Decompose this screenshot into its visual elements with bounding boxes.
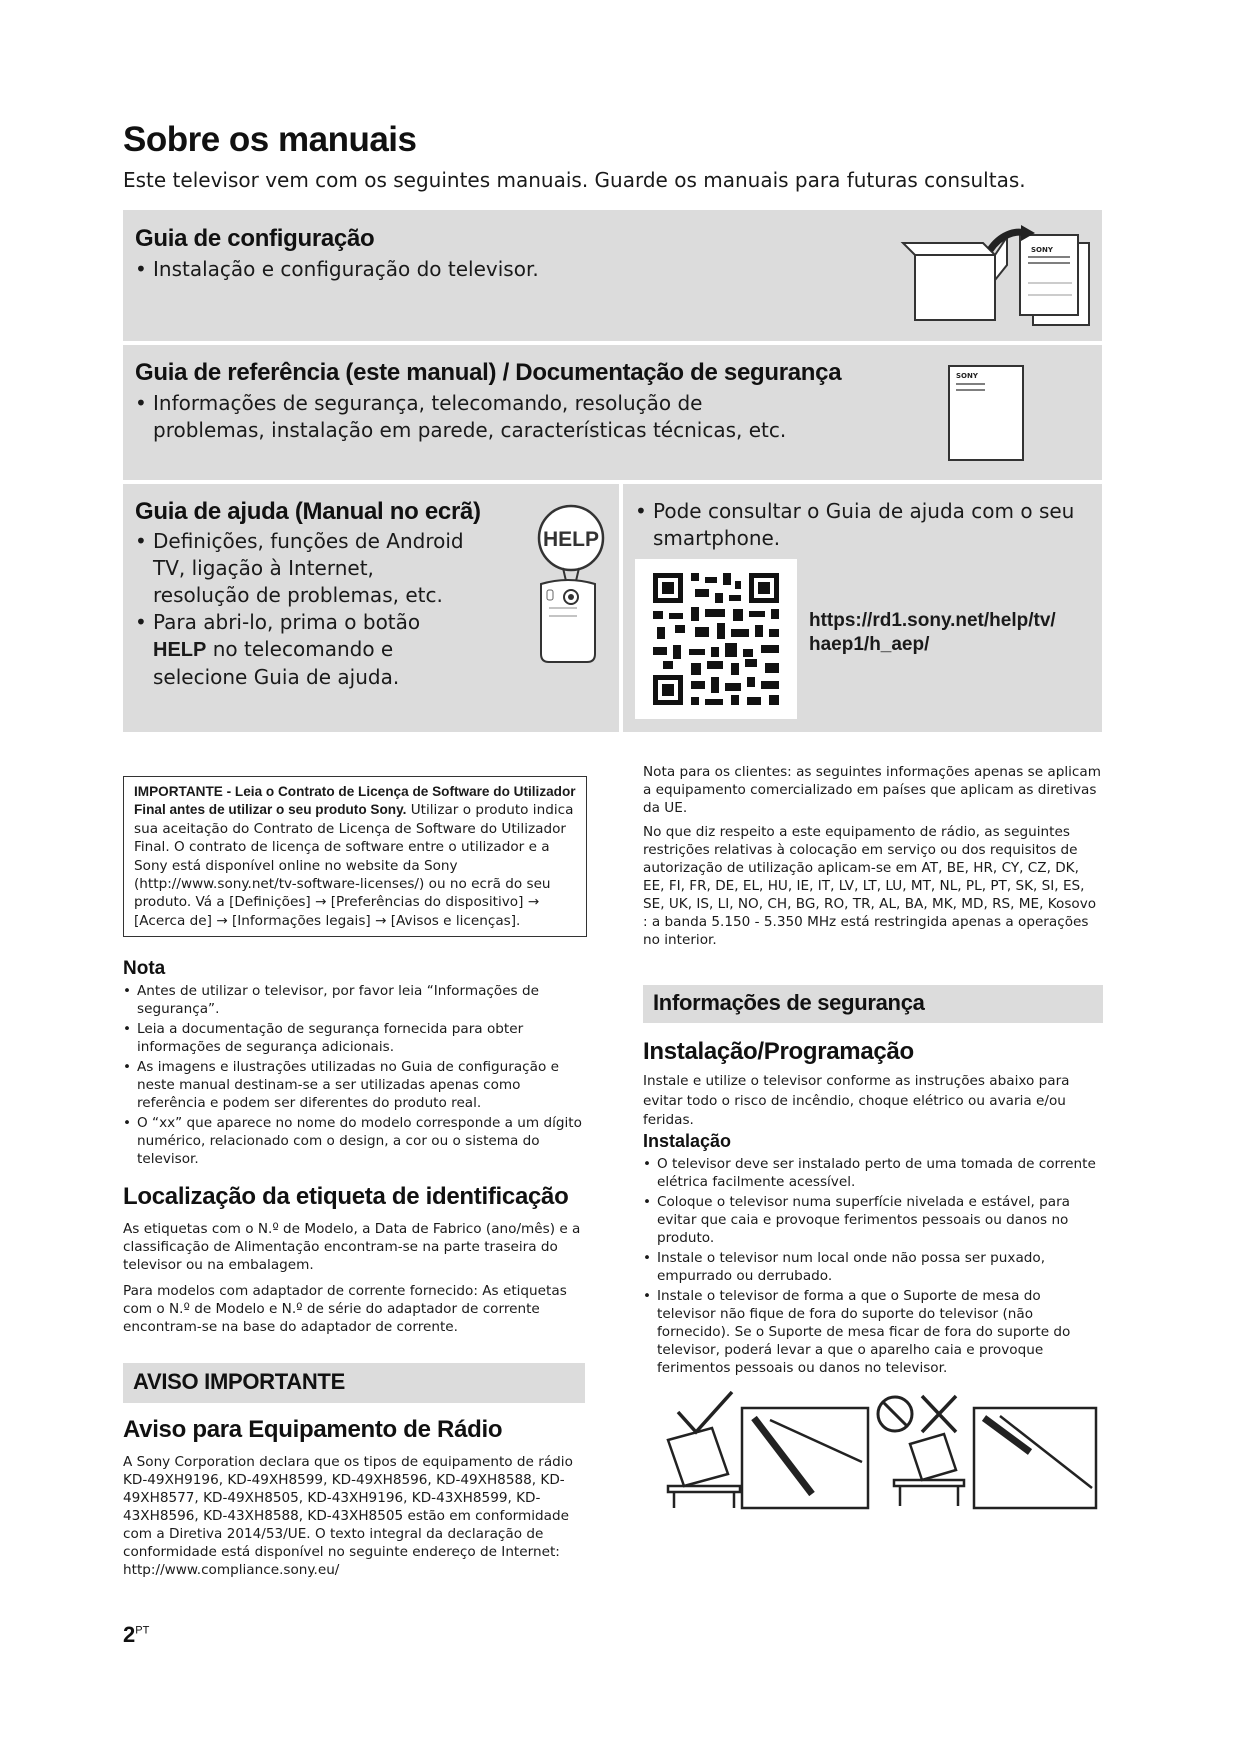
- label-location-p1: As etiquetas com o N.º de Modelo, a Data de Fabrico (ano/mês) e a classificação de Alimentação encontram-se na parte traseira do televisor ou na embalagem.: [123, 1221, 581, 1273]
- setup-guide-item: • Instalação e configuração do televisor.: [135, 256, 895, 283]
- smartphone-panel: [623, 484, 1102, 732]
- help-guide-panel: [123, 484, 619, 732]
- manual-booklet-illustration: [947, 364, 1027, 464]
- nota-item: • Leia a documentação de segurança fornecida para obter informações de segurança adicionais.: [123, 1020, 583, 1056]
- install-title: Instalação/Programação: [643, 1038, 914, 1065]
- label-location-title: Localização da etiqueta de identificação: [123, 1183, 569, 1210]
- help-bubble-label: HELP: [542, 528, 600, 551]
- reference-guide-title: Guia de referência (este manual) / Documentação de segurança: [135, 359, 842, 386]
- radio-notice-text: A Sony Corporation declara que os tipos de equipamento de rádio KD-49XH9196, KD-49XH8599, KD-49XH8596, KD-49XH8588, KD-49XH8577, KD-49XH8505, KD-43XH9196, KD-43XH8599, KD-43XH8596, KD-43XH8588, KD-43XH8505 estão em conformidade com a Diretiva 2014/53/UE. O texto integral da declaração de conformidade está disponível no seguinte endereço de Internet: http://www.compliance.sony.eu/: [123, 1454, 573, 1578]
- install-item: • Coloque o televisor numa superfície nivelada e estável, para evitar que caia e provoque ferimentos pessoais ou danos no produto.: [643, 1193, 1103, 1247]
- smartphone-text: • Pode consultar o Guia de ajuda com o seu smartphone.: [635, 498, 1075, 552]
- radio-restrictions: No que diz respeito a este equipamento de rádio, as seguintes restrições relativas à colocação em serviço ou dos requisitos de autorização de utilização aplicam-se em AT, BE, HR, CY, CZ, DK, EE, FI, FR, DE, EL, HU, IE, IT, LV, LT, LU, MT, NL, PL, PT, SK, SI, ES, SE, UK, IS, LI, NO, CH, BG, RO, TR, AL, BA, MK, MD, RS, ME, Kosovo : a banda 5.150 - 5.350 MHz está restringida apenas a operações no interior.: [643, 824, 1097, 948]
- radio-notice-title: Aviso para Equipamento de Rádio: [123, 1416, 503, 1443]
- safety-bar: [643, 985, 1103, 1023]
- reference-guide-item: • Informações de segurança, telecomando, resolução de problemas, instalação em parede, características técnicas, etc.: [135, 390, 815, 444]
- nota-clientes: Nota para os clientes: as seguintes informações apenas se aplicam a equipamento comercializado em países que aplicam as diretivas da UE.: [643, 764, 1101, 816]
- help-guide-title: Guia de ajuda (Manual no ecrã): [135, 498, 481, 525]
- install-intro: Instale e utilize o televisor conforme as instruções abaixo para evitar todo o risco de incêndio, choque elétrico ou avaria e/ou feridas.: [643, 1073, 1070, 1128]
- nota-item: • Antes de utilizar o televisor, por favor leia “Informações de segurança”.: [123, 982, 583, 1018]
- license-notice-text: Utilizar o produto indica sua aceitação do Contrato de Licença de Software do Utilizador Final. O contrato de licença de software entre o utilizador e a Sony está disponível online no website da Sony (http://www.sony.net/tv-software-licenses/) ou no ecrã do seu produto. Vá a [Definições] → [Preferências do dispositivo] → [Acerca de] → [Informações legais] → [Avisos e licenças].: [134, 802, 574, 929]
- tv-stand-correct-illustration: [662, 1388, 872, 1513]
- tv-box-illustration: [895, 225, 1095, 335]
- install-item: • Instale o televisor num local onde não possa ser puxado, empurrado ou derrubado.: [643, 1249, 1103, 1285]
- help-url[interactable]: https://rd1.sony.net/help/tv/ haep1/h_aep/: [809, 610, 1056, 655]
- aviso-bar: [123, 1363, 585, 1403]
- tv-stand-incorrect-illustration: [870, 1388, 1100, 1513]
- install-subtitle: Instalação: [643, 1131, 732, 1151]
- label-location-p2: Para modelos com adaptador de corrente fornecido: As etiquetas com o N.º de Modelo e N.º de série do adaptador de corrente encontram-se na base do adaptador de corrente.: [123, 1283, 567, 1335]
- page-number: $2^{PT}$: [123, 1622, 150, 1647]
- help-guide-item-2: • Para abri-lo, prima o botão HELP no telecomando e selecione Guia de ajuda.: [135, 609, 465, 691]
- license-notice-box: [123, 776, 587, 937]
- install-item: • Instale o televisor de forma a que o Suporte de mesa do televisor não fique de fora do suporte do televisor (não fornecido). Se o Suporte de mesa ficar de fora do suporte do televisor, poderá levar a que o aparelho caia e provoque ferimentos pessoais ou danos no televisor.: [643, 1287, 1103, 1377]
- nota-item: • As imagens e ilustrações utilizadas no Guia de configuração e neste manual destinam-se a ser utilizadas apenas como referência e podem ser diferentes do produto real.: [123, 1058, 583, 1112]
- sony-logo-small: SONY: [1031, 246, 1053, 254]
- svg-text:SONY: SONY: [956, 372, 978, 380]
- license-notice-bold: IMPORTANTE - Leia o Contrato de Licença de Software do Utilizador Final antes de utilizar o seu produto Sony.: [134, 784, 576, 818]
- nota-title: Nota: [123, 958, 166, 979]
- intro-text: Este televisor vem com os seguintes manuais. Guarde os manuais para futuras consultas.: [123, 168, 1026, 192]
- remote-help-illustration: [533, 504, 613, 664]
- setup-guide-title: Guia de configuração: [135, 225, 375, 252]
- qr-code[interactable]: [635, 559, 797, 719]
- install-item: • O televisor deve ser instalado perto de uma tomada de corrente elétrica facilmente acessível.: [643, 1155, 1103, 1191]
- nota-item: • O “xx” que aparece no nome do modelo corresponde a um dígito numérico, relacionado com o design, a cor ou o sistema do televisor.: [123, 1114, 583, 1168]
- nota-section: [123, 958, 583, 1170]
- page-title: Sobre os manuais: [123, 120, 417, 159]
- reference-guide-panel: [123, 345, 1102, 480]
- aviso-bar-title: AVISO IMPORTANTE: [133, 1369, 345, 1394]
- setup-guide-panel: [123, 210, 1102, 341]
- safety-bar-title: Informações de segurança: [653, 990, 925, 1015]
- help-guide-item-1: • Definições, funções de Android TV, ligação à Internet, resolução de problemas, etc.: [135, 528, 465, 609]
